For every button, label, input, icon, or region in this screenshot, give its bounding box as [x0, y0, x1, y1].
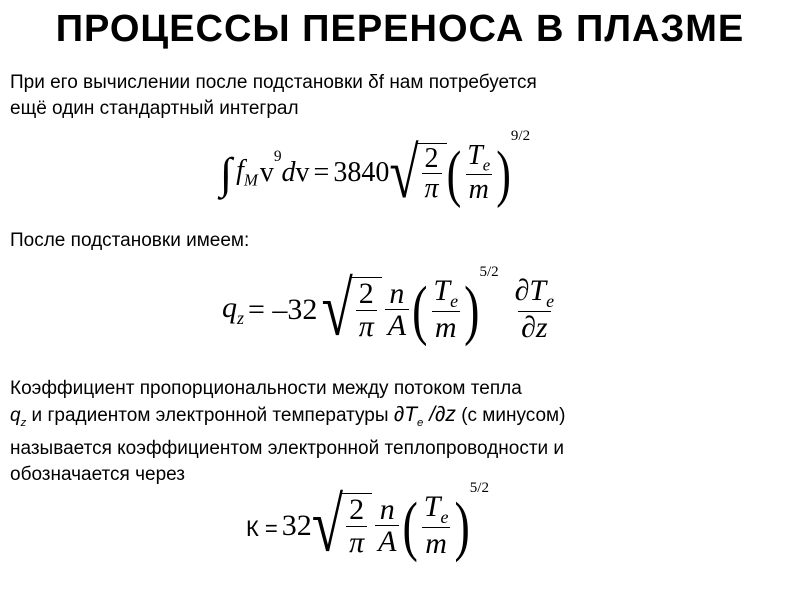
- integral-sign: ∫: [220, 148, 233, 198]
- te-over-m: $\frac{T_e}{m}$: [423, 490, 449, 561]
- te-over-m: $\frac{T_e}{m}$: [467, 140, 491, 206]
- intro-paragraph: [10, 70, 537, 122]
- equals-sign: =: [313, 157, 330, 188]
- n-over-a: $\frac{n}{A}$: [375, 494, 399, 558]
- sqrt-two-over-pi: √ $\frac{2}{\pi}$: [321, 277, 381, 342]
- coefficient-32: 32: [281, 508, 312, 542]
- coefficient: 3840: [333, 157, 390, 188]
- intro-line-1: При его вычислении после подстановки δf нам потребуется: [10, 72, 537, 93]
- te-over-m: $\frac{T_e}{m}$: [433, 274, 459, 345]
- f-symbol: $f_M$: [236, 155, 258, 190]
- coef-line-1: Коэффициент пропорциональности между потоком тепла: [10, 378, 522, 399]
- coef-line-2: $q_z$ и градиентом электронной температуры $\partial T_e$ /∂z (с минусом): [10, 403, 566, 429]
- power-5-2: 5/2: [469, 480, 489, 496]
- coefficient-paragraph: [10, 376, 565, 488]
- slide-title: ПРОЦЕССЫ ПЕРЕНОСА В ПЛАЗМЕ: [55, 8, 745, 50]
- power-9-2: 9/2: [510, 128, 531, 144]
- intro-line-2: ещё один стандартный интеграл: [10, 98, 299, 119]
- n-over-a: $\frac{n}{A}$: [385, 278, 409, 342]
- sqrt-two-over-pi: √ $\frac{2}{\pi}$: [312, 493, 372, 558]
- conductivity-formula: К = 32 √ $\frac{2}{\pi}$ $\frac{n}{A}$ ( $\frac{T_e}{m}$ ) 5/2: [246, 480, 489, 569]
- v-power: $v^9$: [259, 148, 282, 188]
- sqrt-two-over-pi: √ $\frac{2}{\pi}$: [389, 143, 446, 204]
- kappa-label: К =: [246, 515, 278, 541]
- substitution-label: После подстановки имеем:: [10, 230, 250, 251]
- equals-coef: = –32: [248, 292, 318, 326]
- heat-flux-formula: $q_z$ = –32 √ $\frac{2}{\pi}$ $\frac{n}{A}$ ( $\frac{T_e}{m}$ ) 5/2 $\frac{\partial T_e}{\partial z}$: [222, 262, 560, 357]
- coef-line-3: называется коэффициентом электронной теплопроводности и: [10, 437, 565, 459]
- power-5-2: 5/2: [479, 264, 499, 280]
- coef-line-4: обозначается через: [10, 463, 186, 485]
- dte-over-dz: $\frac{\partial T_e}{\partial z}$: [514, 274, 555, 345]
- dv-symbol: dv: [281, 157, 310, 188]
- q-symbol: $q_z$: [222, 290, 245, 328]
- integral-formula: ∫ $f_M$ $v^9$ dv = 3840 √ $\frac{2}{\pi}$ ( $\frac{T_e}{m}$ ) 9/2: [220, 128, 531, 213]
